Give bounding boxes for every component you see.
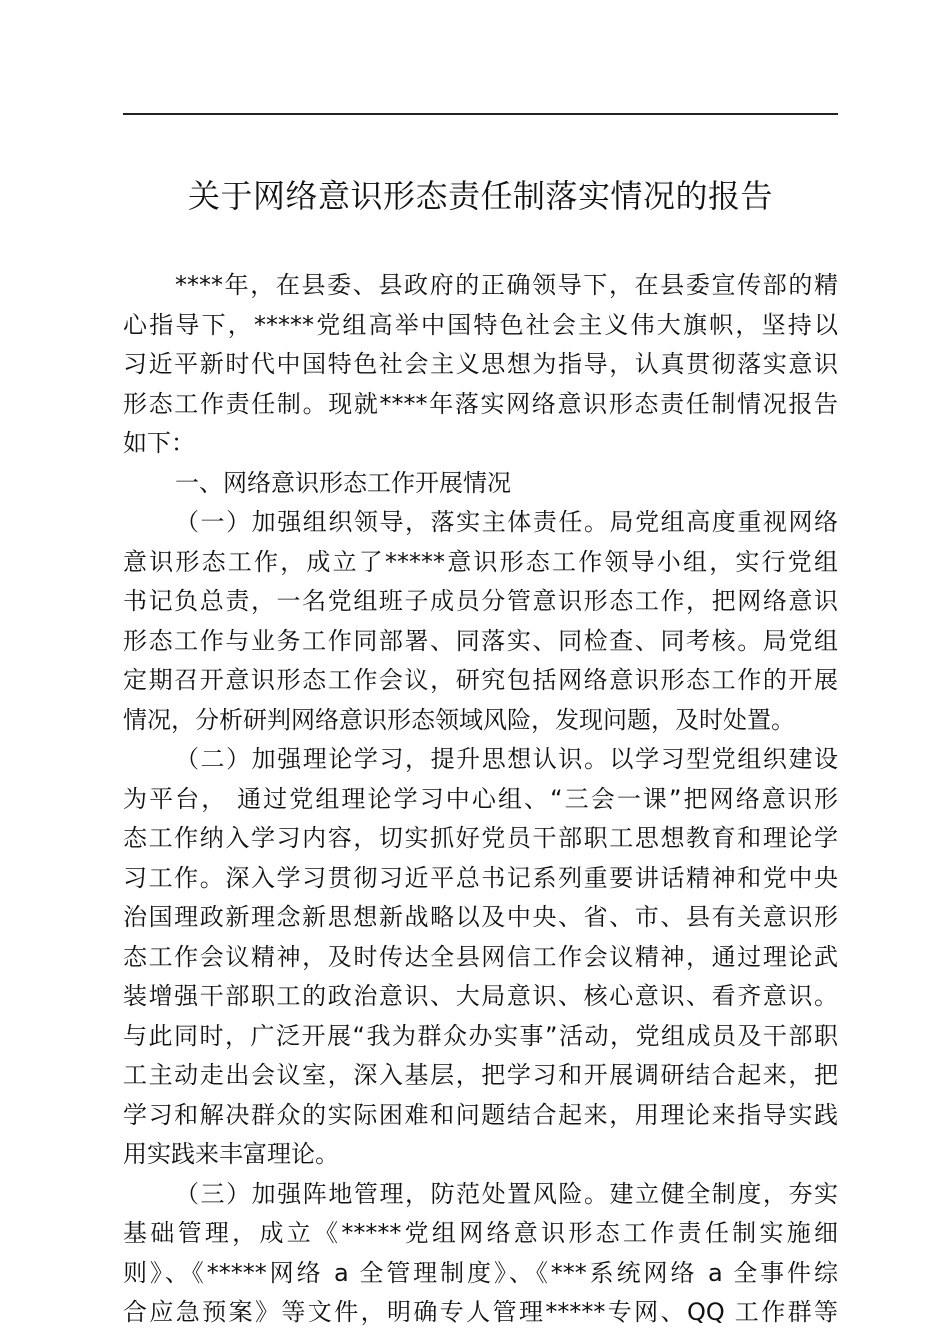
body-line: 合应急预案》等文件，明确专人管理*****专网、QQ 工作群等: [123, 1298, 838, 1326]
body-line: 习工作。深入学习贯彻习近平总书记系列重要讲话精神和党中央: [123, 863, 838, 892]
body-line: 装增强干部职工的政治意识、大局意识、核心意识、看齐意识。: [123, 982, 838, 1010]
section-heading: 一、网络意识形态工作开展情况: [175, 468, 511, 497]
body-line: （三）加强阵地管理，防范处置风险。建立健全制度，夯实: [175, 1179, 838, 1208]
body-line: 意识形态工作，成立了*****意识形态工作领导小组，实行党组: [123, 547, 838, 576]
document-body: [123, 266, 838, 1333]
body-line: 书记负总责，一名党组班子成员分管意识形态工作，把网络意识: [123, 587, 838, 615]
body-line: 态工作纳入学习内容，切实抓好党员干部职工思想教育和理论学: [123, 824, 838, 852]
document-title: 关于网络意识形态责任制落实情况的报告: [187, 177, 773, 215]
body-line: 则》、《*****网络 a 全管理制度》、《***系统网络 a 全事件综: [123, 1258, 838, 1287]
body-line: 情况，分析研判网络意识形态领域风险，发现问题，及时处置。: [123, 705, 795, 734]
body-line: 形态工作责任制。现就****年落实网络意识形态责任制情况报告: [123, 389, 838, 418]
header-rule: [123, 113, 838, 115]
body-line: 定期召开意识形态工作会议，研究包括网络意识形态工作的开展: [123, 666, 838, 694]
body-line: 治国理政新理念新思想新战略以及中央、省、市、县有关意识形: [123, 903, 838, 931]
body-line: 形态工作与业务工作同部署、同落实、同检查、同考核。局党组: [123, 626, 838, 655]
body-line: ****年，在县委、县政府的正确领导下，在县委宣传部的精: [175, 271, 838, 299]
body-line: （二）加强理论学习，提升思想认识。以学习型党组织建设: [175, 745, 838, 773]
body-line: 态工作会议精神，及时传达全县网信工作会议精神，通过理论武: [123, 942, 838, 971]
body-line: 心指导下，*****党组高举中国特色社会主义伟大旗帜，坚持以: [123, 310, 838, 339]
body-line: 学习和解决群众的实际困难和问题结合起来，用理论来指导实践: [123, 1100, 838, 1129]
body-line: 基础管理，成立《*****党组网络意识形态工作责任制实施细: [123, 1219, 838, 1247]
body-line: 工主动走出会议室，深入基层，把学习和开展调研结合起来，把: [123, 1061, 838, 1089]
body-line: （一）加强组织领导，落实主体责任。局党组高度重视网络: [175, 508, 838, 536]
body-line: 如下：: [123, 429, 195, 457]
body-line: 习近平新时代中国特色社会主义思想为指导，认真贯彻落实意识: [123, 350, 838, 378]
body-line: 与此同时，广泛开展“我为群众办实事”活动，党组成员及干部职: [123, 1021, 838, 1050]
body-line: 为平台， 通过党组理论学习中心组、“三会一课”把网络意识形: [123, 784, 838, 813]
body-line: 用实践来丰富理论。: [123, 1140, 339, 1168]
